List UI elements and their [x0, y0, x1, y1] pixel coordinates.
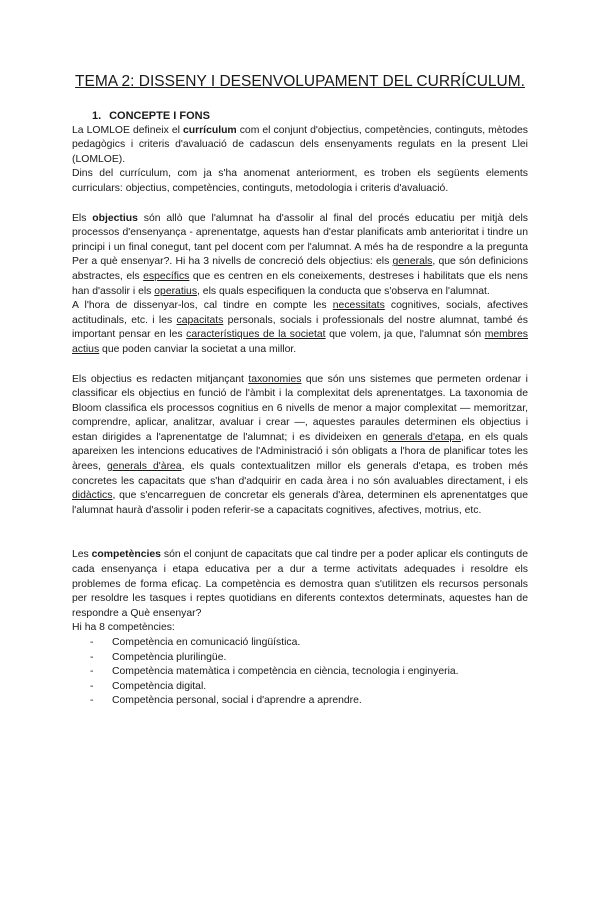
- competencies-list: [72, 636, 528, 709]
- term-generals-area: generals d'àrea: [107, 461, 182, 473]
- competencies-count-line: Hi ha 8 competències:: [72, 622, 175, 634]
- list-item: - Competència matemàtica i competència en ciència, tecnologia i enginyeria.: [90, 665, 528, 680]
- term-operatius: operatius: [154, 285, 198, 297]
- list-item: - Competència plurilingüe.: [90, 651, 528, 666]
- document-page: [0, 71, 600, 919]
- term-caracteristiques: característiques de la societat: [186, 329, 326, 341]
- intro-paragraph-1: La LOMLOE defineix el currículum com el conjunt d'objectius, competències, continguts, mètodes pedagògics i criteris d'avaluació de cadascun dels ensenyaments regulats en la present Llei (LOMLOE).: [72, 124, 528, 165]
- term-necessitats: necessitats: [332, 300, 385, 312]
- objectius-paragraph-3: Els objectius es redacten mitjançant taxonomies que són uns sistemes que permeten ordenar i classificar els objectius en funció de l'àmbit i la complexitat dels aprenentatges. La taxonomia de Bloom classifica els processos cognitius en 6 nivells de menor a major complexitat — memoritzar, comprendre, aplicar, analitzar, avaluar i crear —, aquestes paraules determinen els objectius i estan dirigides a l'aprenentatge de l'alumnat; i es divideixen en generals d'etapa, en els quals apareixen les intencions educatives de l'Administració i són obligats a l'hora de planificar totes les àrees, generals d'àrea, els quals contextualitzen millor els generals d'etapa, es troben més concretes les capacitats que s'han d'adquirir en cada àrea i no són avaluables directament, i els didàctics, que s'encarreguen de concretar els generals d'àrea, determinen els aprenentatges que l'alumnat haurà d'assolir i poden referir-se a capacitats cognitives, afectives, motrius, etc.: [72, 373, 529, 516]
- section-label: CONCEPTE I FONS: [109, 110, 210, 122]
- term-capacitats: capacitats: [176, 314, 224, 326]
- competencies-paragraph-1: Les competències són el conjunt de capacitats que cal tindre per a poder aplicar els continguts de cada ensenyança i etapa educativa per a dur a terme activitats adequades i resoldre els problemes de forma eficaç. La competència es demostra quan s'utilitzen els recursos personals per resoldre les tasques i reptes quotidians en diferents contextos determinats, aquestes han de respondre a Què ensenyar?: [72, 549, 528, 619]
- term-curriculum: currículum: [182, 124, 237, 136]
- term-membres-actius: membres actius: [72, 329, 528, 355]
- list-item: - Competència personal, social i d'aprendre a aprendre.: [90, 694, 528, 709]
- term-competencies: competències: [91, 549, 161, 561]
- list-item: - Competència en comunicació lingüística.: [90, 636, 528, 651]
- term-objectius: objectius: [92, 212, 138, 224]
- objectius-paragraph-2: A l'hora de dissenyar-los, cal tindre en compte les necessitats cognitives, socials, afectives actitudinals, etc. i les capacitats personals, socials i professionals del nostre alumnat, també és important pensar en les característiques de la societat que volem, ja que, l'alumnat són membres actius que poden canviar la societat a una millor.: [72, 300, 529, 355]
- section-number: 1.: [92, 110, 102, 122]
- document-title: TEMA 2: DISSENY I DESENVOLUPAMENT DEL CURRÍCULUM.: [75, 73, 525, 90]
- term-taxonomies: taxonomies: [248, 373, 302, 385]
- term-especifics: específics: [143, 270, 190, 282]
- term-didactics: didàctics: [72, 490, 113, 502]
- intro-paragraph-2: Dins del currículum, com ja s'ha anomenat anteriorment, es troben els següents elements curriculars: objectius, competències, continguts, metodologia i criteris d'avaluació.: [72, 168, 528, 194]
- term-generals-etapa: generals d'etapa: [382, 431, 461, 443]
- term-generals: generals: [392, 256, 433, 268]
- list-item: - Competència digital.: [90, 680, 528, 695]
- objectius-paragraph-1: Els objectius són allò que l'alumnat ha d'assolir al final del procés educatiu per mitjà dels processos d'ensenyança - aprenentatge, aquests han d'estar planificats amb anterioritat i tindre un principi i un final conegut, tant pel docent com per l'alumnat. A més ha de respondre a la pregunta Per a què ensenyar?. Hi ha 3 nivells de concreció dels objectius: els generals, que són definicions abstractes, els específics que es centren en els coneixements, destreses i habilitats que els nens han d'assolir i els operatius, els quals especifiquen la conducta que s'observa en l'alumnat.: [72, 212, 529, 297]
- section-heading: [72, 109, 528, 124]
